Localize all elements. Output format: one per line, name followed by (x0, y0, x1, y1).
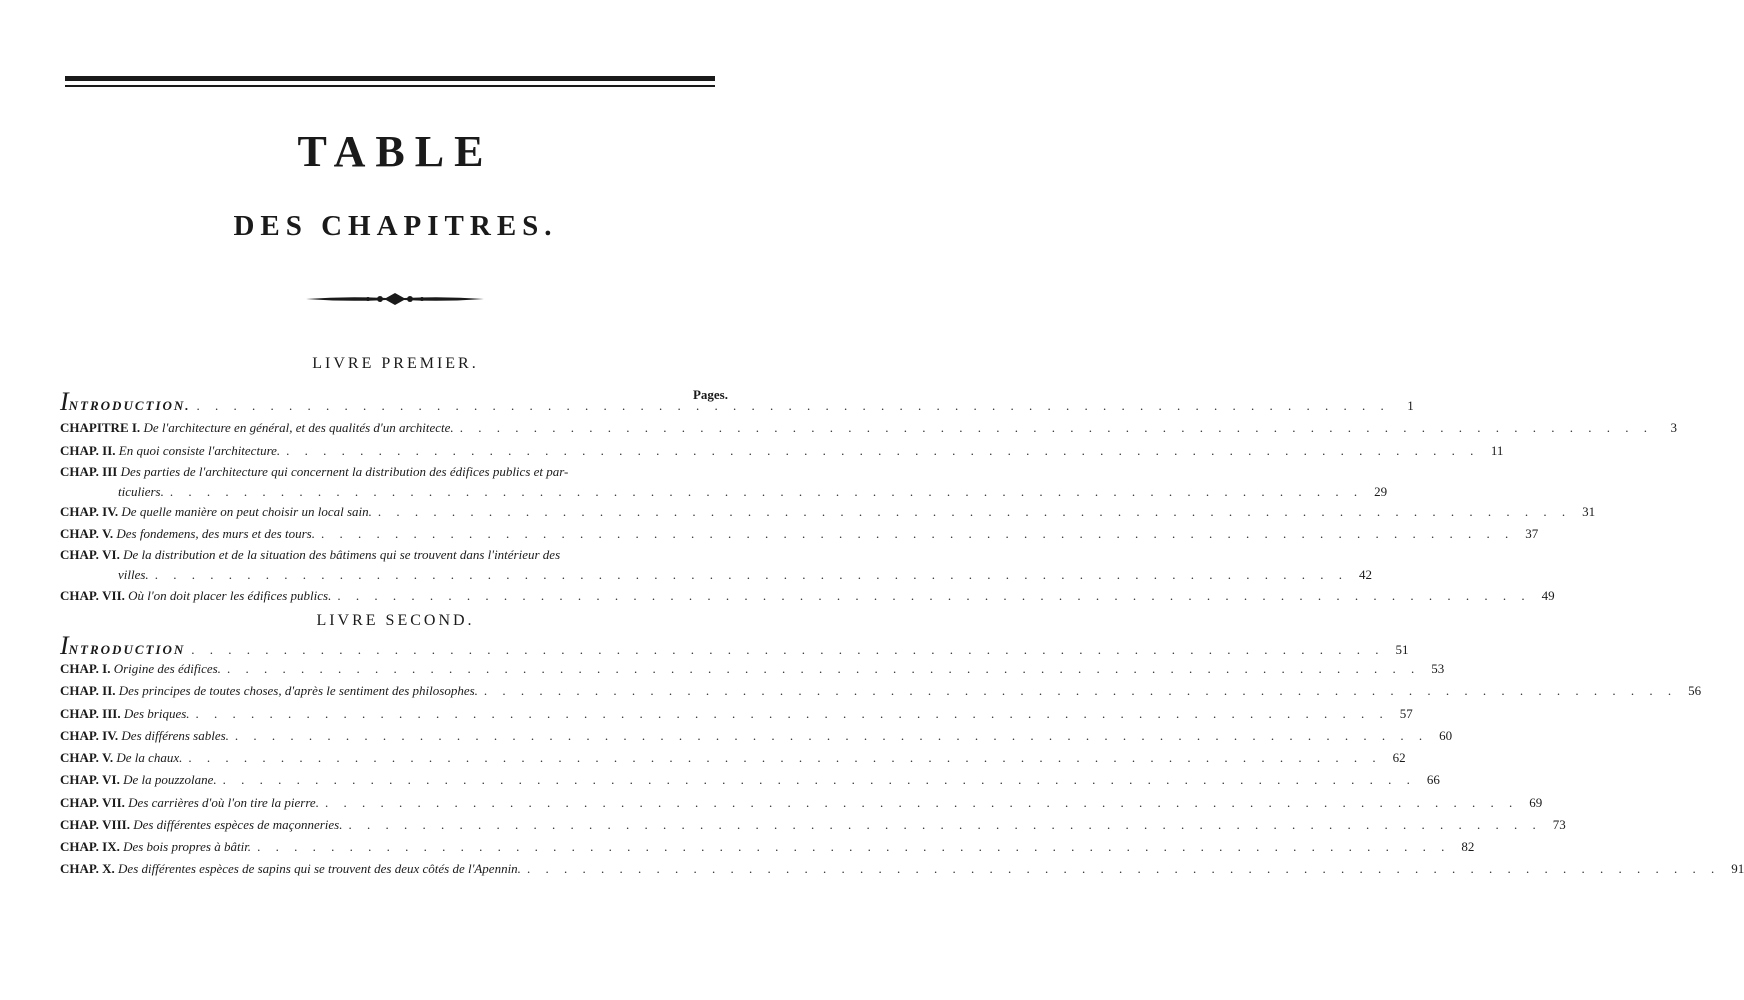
chapter-number: VII. (102, 795, 125, 810)
chapter-prefix: CHAP. (60, 683, 99, 698)
chapter-title: Des différentes espèces de sapins qui se trouvent des deux côtés de l'Apennin. (118, 861, 521, 876)
chapter-number: II. (102, 683, 116, 698)
chapter-number: VII. (102, 588, 125, 603)
introduction-initial: I (60, 387, 69, 416)
chapter-prefix: CHAP. (60, 526, 99, 541)
chapter-number: V. (102, 750, 114, 765)
chapter-prefix: CHAP. (60, 795, 99, 810)
toc-entry[interactable] (60, 815, 1566, 835)
chapter-number: VI. (102, 547, 120, 562)
chapter-title: De la distribution et de la situation des bâtimens qui se trouvent dans l'intérieur des (123, 547, 561, 562)
dot-leader: . . . . . . . . . . . . . . . . . . . . . . . . . . . . . . . . . . . . . . . . . . . . . . . . . . . . . . . . . . . . . . . . . (348, 817, 1542, 832)
chapter-title: Des carrières d'où l'on tire la pierre. (128, 795, 319, 810)
introduction-text: NTRODUCTION. (68, 398, 191, 413)
dot-leader: . . . . . . . . . . . . . . . . . . . . . . . . . . . . . . . . . . . . . . . . . . . . . . . . . . . . . . . . . . . . . . . . . (526, 861, 1721, 876)
book1-heading: LIVRE PREMIER. (312, 355, 479, 372)
dot-leader: . . . . . . . . . . . . . . . . . . . . . . . . . . . . . . . . . . . . . . . . . . . . . . . . . . . . . . . . . . . . . . . . . (286, 443, 1480, 458)
chapter-title: De l'architecture en général, et des qualités d'un architecte. (143, 420, 454, 435)
toc-entry[interactable] (60, 659, 1445, 679)
toc-entry[interactable] (60, 502, 1596, 522)
toc-entry[interactable] (60, 793, 1543, 813)
dot-leader: . . . . . . . . . . . . . . . . . . . . . . . . . . . . . . . . . . . . . . . . . . . . . . . . . . . . . . . . . . . . . . . . . (483, 683, 1678, 698)
introduction-initial: I (60, 631, 69, 660)
chapter-title-continued: ticuliers. (118, 484, 164, 499)
page-number: 3 (1670, 420, 1677, 435)
page-number: 73 (1552, 817, 1566, 832)
page-number: 29 (1374, 484, 1388, 499)
toc-entry[interactable] (60, 704, 1413, 724)
toc-entry[interactable] (60, 524, 1539, 544)
toc-entry[interactable] (60, 462, 1388, 502)
page-subtitle: DES CHAPITRES. (233, 210, 558, 242)
chapter-title: De la chaux. (116, 750, 183, 765)
dot-leader: . . . . . . . . . . . . . . . . . . . . . . . . . . . . . . . . . . . . . . . . . . . . . . . . . . . . . . . . . . . . . . . . . (324, 795, 1519, 810)
chapter-prefix: CHAP. (60, 728, 99, 743)
chapter-title: Des parties de l'architecture qui concernent la distribution des édifices publics et par- (120, 464, 569, 479)
page-number: 57 (1399, 706, 1413, 721)
dot-leader: . . . . . . . . . . . . . . . . . . . . . . . . . . . . . . . . . . . . . . . . . . . . . . . . . . . . . . . . . . . . . . . . . (226, 661, 1421, 676)
chapter-number: IV. (102, 728, 119, 743)
dot-leader: . . . . . . . . . . . . . . . . . . . . . . . . . . . . . . . . . . . . . . . . . . . . . . . . . . . . . . . . . . . . . . . . . (337, 588, 1531, 603)
dot-leader: . . . . . . . . . . . . . . . . . . . . . . . . . . . . . . . . . . . . . . . . . . . . . . . . . . . . . . . . . . . . . . . . . (154, 567, 1348, 582)
chapter-title: De quelle manière on peut choisir un local sain. (121, 504, 372, 519)
dot-leader: . . . . . . . . . . . . . . . . . . . . . . . . . . . . . . . . . . . . . . . . . . . . . . . . . . . . . . . . . . . . . . . . . (320, 526, 1515, 541)
page-number: 51 (1395, 642, 1409, 657)
chapter-number: III. (102, 706, 121, 721)
dot-leader: . . . . . . . . . . . . . . . . . . . . . . . . . . . . . . . . . . . . . . . . . . . . . . . . . . . . . . . . . . . . . . . . . (234, 728, 1429, 743)
chapter-prefix: CHAPITRE (60, 420, 129, 435)
dot-leader: . . . . . . . . . . . . . . . . . . . . . . . . . . . . . . . . . . . . . . . . . . . . . . . . . . . . . . . . . . . . . . . . . (377, 504, 1572, 519)
toc-entry[interactable] (60, 631, 1409, 660)
chapter-number: III (102, 464, 118, 479)
toc-entry[interactable] (60, 545, 1372, 585)
page-number: 62 (1392, 750, 1406, 765)
page-number: 1 (1407, 398, 1414, 413)
chapter-title: De la pouzzolane. (123, 772, 217, 787)
dot-leader: . . . . . . . . . . . . . . . . . . . . . . . . . . . . . . . . . . . . . . . . . . . . . . . . . . . . . . . . . . . . . . . . . (195, 706, 1389, 721)
chapter-number: I. (131, 420, 141, 435)
top-double-rule (65, 76, 715, 90)
page-number: 91 (1731, 861, 1744, 876)
chapter-title: Des fondemens, des murs et des tours. (116, 526, 315, 541)
dot-leader: . . . . . . . . . . . . . . . . . . . . . . . . . . . . . . . . . . . . . . . . . . . . . . . . . . . . . . . . . . . . . . . . . (257, 839, 1451, 854)
toc-entry[interactable] (60, 770, 1440, 790)
toc-entry[interactable] (60, 726, 1453, 746)
chapter-title-continued: villes. (118, 567, 149, 582)
page-title: TABLE (297, 127, 494, 176)
toc-entry[interactable] (60, 859, 1744, 879)
chapter-prefix: CHAP. (60, 839, 99, 854)
page-number: 53 (1431, 661, 1445, 676)
dot-leader: . . . . . . . . . . . . . . . . . . . . . . . . . . . . . . . . . . . . . . . . . . . . . . . . . . . . . . . . . . . . . . . . . (188, 750, 1382, 765)
ornament-divider-icon (306, 289, 484, 309)
toc-entry[interactable] (60, 748, 1406, 768)
page-number: 60 (1439, 728, 1453, 743)
chapter-title: Des bois propres à bâtir. (123, 839, 252, 854)
page-number: 56 (1688, 683, 1702, 698)
toc-entry[interactable] (60, 681, 1702, 701)
chapter-prefix: CHAP. (60, 504, 99, 519)
pages-column-label: Pages. (692, 387, 728, 402)
chapter-title: Des principes de toutes choses, d'après le sentiment des philosophes. (118, 683, 478, 698)
chapter-prefix: CHAP. (60, 588, 99, 603)
dot-leader: . . . . . . . . . . . . . . . . . . . . . . . . . . . . . . . . . . . . . . . . . . . . . . . . . . . . . . . . . . . . . . . . . (222, 772, 1416, 787)
chapter-prefix: CHAP. (60, 750, 99, 765)
toc-entry[interactable] (60, 586, 1555, 606)
chapter-prefix: CHAP. (60, 706, 99, 721)
book2-heading: LIVRE SECOND. (316, 612, 475, 629)
chapter-number: VI. (102, 772, 120, 787)
dot-leader: . . . . . . . . . . . . . . . . . . . . . . . . . . . . . . . . . . . . . . . . . . . . . . . . . . . . . . . . . . . . . . . . . (459, 420, 1653, 435)
dot-leader: . . . . . . . . . . . . . . . . . . . . . . . . . . . . . . . . . . . . . . . . . . . . . . . . . . . . . . . . . . . . . . . . . (191, 642, 1385, 657)
chapter-number: IX. (102, 839, 120, 854)
chapter-prefix: CHAP. (60, 861, 99, 876)
chapter-prefix: CHAP. (60, 817, 99, 832)
chapter-number: IV. (102, 504, 119, 519)
dot-leader: . . . . . . . . . . . . . . . . . . . . . . . . . . . . . . . . . . . . . . . . . . . . . . . . . . . . . . . . . . . . . . . . . (169, 484, 1364, 499)
chapter-prefix: CHAP. (60, 661, 99, 676)
page-number: 31 (1582, 504, 1596, 519)
chapter-title: Des différens sables. (121, 728, 229, 743)
toc-entry[interactable] (60, 418, 1677, 438)
chapter-title: Des briques. (123, 706, 190, 721)
introduction-label (60, 387, 191, 416)
toc-entry[interactable] (60, 837, 1475, 857)
chapter-number: II. (102, 443, 116, 458)
page-number: 49 (1541, 588, 1555, 603)
chapter-number: V. (102, 526, 114, 541)
chapter-prefix: CHAP. (60, 772, 99, 787)
chapter-title: Où l'on doit placer les édifices publics. (128, 588, 332, 603)
chapter-prefix: CHAP. (60, 464, 99, 479)
page-number: 42 (1358, 567, 1372, 582)
introduction-label (60, 631, 186, 660)
toc-entry[interactable] (60, 441, 1504, 461)
page-number: 82 (1461, 839, 1475, 854)
page-number: 66 (1426, 772, 1440, 787)
introduction-text: NTRODUCTION (68, 642, 186, 657)
chapter-title: Origine des édifices. (113, 661, 221, 676)
chapter-title: En quoi consiste l'architecture. (118, 443, 281, 458)
page-number: 69 (1529, 795, 1543, 810)
chapter-prefix: CHAP. (60, 547, 99, 562)
page-number: 11 (1490, 443, 1504, 458)
chapter-prefix: CHAP. (60, 443, 99, 458)
dot-leader: . . . . . . . . . . . . . . . . . . . . . . . . . . . . . . . . . . . . . . . . . . . . . . . . . . . . . . . . . . . . . . . . . (196, 398, 1390, 413)
chapter-title: Des différentes espèces de maçonneries. (133, 817, 343, 832)
chapter-number: X. (102, 861, 115, 876)
chapter-number: VIII. (102, 817, 130, 832)
chapter-number: I. (102, 661, 111, 676)
page-number: 37 (1525, 526, 1539, 541)
